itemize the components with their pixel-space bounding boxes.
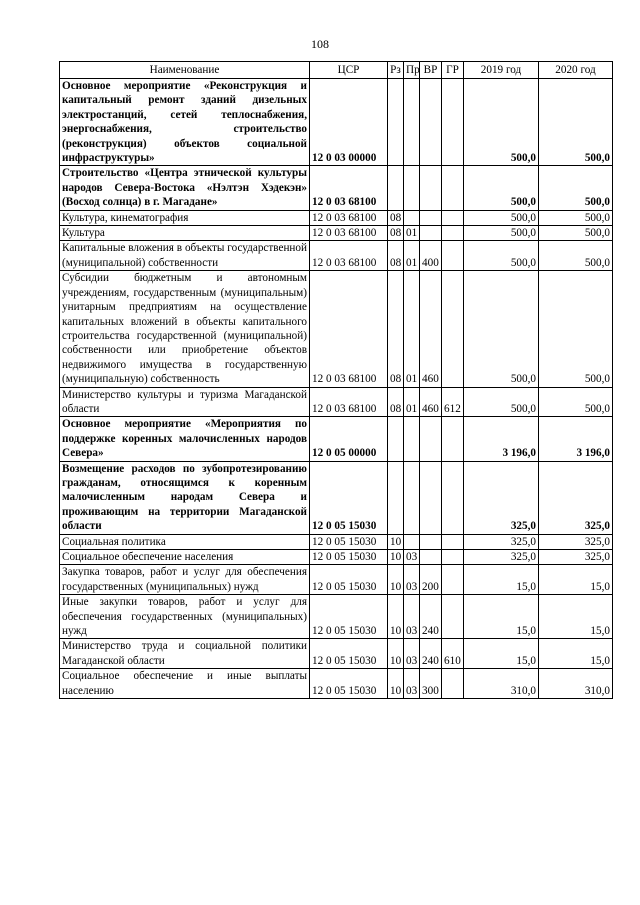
cell-csr: 12 0 05 15030 xyxy=(310,461,388,534)
cell-pr: 03 xyxy=(404,595,420,639)
table-row xyxy=(60,595,613,639)
cell-rz: 08 xyxy=(388,241,404,271)
cell-name: Иные закупки товаров, работ и услуг для обеспечения государственных (муниципальных) нужд xyxy=(60,595,310,639)
cell-name: Строительство «Центра этнической культуры народов Севера-Востока «Нэлтэн Хэдекэн» (Восход солнца) в г. Магадане» xyxy=(60,166,310,210)
cell-pr: 03 xyxy=(404,565,420,595)
cell-vr: 240 xyxy=(420,595,442,639)
table-row xyxy=(60,226,613,241)
cell-2019: 500,0 xyxy=(464,79,539,166)
cell-vr xyxy=(420,79,442,166)
cell-vr: 300 xyxy=(420,669,442,699)
cell-2020: 3 196,0 xyxy=(539,417,613,461)
cell-rz xyxy=(388,461,404,534)
cell-name: Субсидии бюджетным и автономным учреждениям, государственным (муниципальным) унитарным предприятиям на осуществление капитальных вложений в объекты капитального строительства государственной (муниципальной) собственности или приобретение объектов недвижимого имущества в государственную (муниципальную) собственность xyxy=(60,271,310,387)
cell-2020: 310,0 xyxy=(539,669,613,699)
cell-rz: 08 xyxy=(388,271,404,387)
cell-2020: 325,0 xyxy=(539,550,613,565)
cell-gr xyxy=(442,241,464,271)
cell-pr: 01 xyxy=(404,241,420,271)
header-gr: ГР xyxy=(442,62,464,79)
table-row xyxy=(60,565,613,595)
cell-2019: 325,0 xyxy=(464,461,539,534)
header-rz: Рз xyxy=(388,62,404,79)
table-row xyxy=(60,210,613,225)
cell-gr xyxy=(442,210,464,225)
cell-vr: 200 xyxy=(420,565,442,595)
cell-name: Капитальные вложения в объекты государственной (муниципальной) собственности xyxy=(60,241,310,271)
cell-2019: 500,0 xyxy=(464,226,539,241)
cell-rz xyxy=(388,166,404,210)
table-row xyxy=(60,417,613,461)
cell-2019: 15,0 xyxy=(464,565,539,595)
cell-pr xyxy=(404,166,420,210)
cell-vr xyxy=(420,166,442,210)
cell-2019: 325,0 xyxy=(464,550,539,565)
cell-2019: 500,0 xyxy=(464,166,539,210)
cell-gr xyxy=(442,79,464,166)
cell-pr xyxy=(404,417,420,461)
cell-rz: 10 xyxy=(388,595,404,639)
table-row xyxy=(60,669,613,699)
cell-vr: 400 xyxy=(420,241,442,271)
cell-gr: 612 xyxy=(442,387,464,417)
cell-csr: 12 0 05 15030 xyxy=(310,595,388,639)
cell-2020: 325,0 xyxy=(539,534,613,549)
cell-name: Культура, кинематография xyxy=(60,210,310,225)
cell-gr xyxy=(442,534,464,549)
table-body xyxy=(60,79,613,699)
cell-name: Основное мероприятие «Мероприятия по поддержке коренных малочисленных народов Севера» xyxy=(60,417,310,461)
cell-vr xyxy=(420,534,442,549)
cell-2020: 15,0 xyxy=(539,639,613,669)
cell-pr xyxy=(404,210,420,225)
cell-2019: 15,0 xyxy=(464,595,539,639)
cell-rz xyxy=(388,417,404,461)
cell-gr: 610 xyxy=(442,639,464,669)
cell-gr xyxy=(442,595,464,639)
cell-name: Возмещение расходов по зубопротезированию гражданам, относящимся к коренным малочисленным народам Севера и проживающим на территории Магаданской области xyxy=(60,461,310,534)
cell-csr: 12 0 05 15030 xyxy=(310,534,388,549)
cell-gr xyxy=(442,550,464,565)
cell-name: Социальное обеспечение и иные выплаты населению xyxy=(60,669,310,699)
cell-vr xyxy=(420,417,442,461)
cell-csr: 12 0 05 15030 xyxy=(310,565,388,595)
header-pr: Пр xyxy=(404,62,420,79)
cell-rz: 10 xyxy=(388,565,404,595)
header-csr: ЦСР xyxy=(310,62,388,79)
table-row xyxy=(60,241,613,271)
table-row xyxy=(60,166,613,210)
table-row xyxy=(60,461,613,534)
cell-2020: 500,0 xyxy=(539,166,613,210)
cell-csr: 12 0 03 68100 xyxy=(310,226,388,241)
cell-2020: 15,0 xyxy=(539,595,613,639)
cell-2019: 15,0 xyxy=(464,639,539,669)
cell-2020: 500,0 xyxy=(539,387,613,417)
header-name: Наименование xyxy=(60,62,310,79)
cell-vr xyxy=(420,550,442,565)
cell-rz xyxy=(388,79,404,166)
cell-2019: 3 196,0 xyxy=(464,417,539,461)
cell-csr: 12 0 05 15030 xyxy=(310,669,388,699)
cell-vr xyxy=(420,210,442,225)
table-header xyxy=(60,62,613,79)
budget-table xyxy=(59,61,613,699)
cell-name: Закупка товаров, работ и услуг для обеспечения государственных (муниципальных) нужд xyxy=(60,565,310,595)
cell-gr xyxy=(442,417,464,461)
cell-pr: 03 xyxy=(404,669,420,699)
cell-2019: 500,0 xyxy=(464,210,539,225)
cell-csr: 12 0 05 15030 xyxy=(310,639,388,669)
cell-rz: 10 xyxy=(388,639,404,669)
cell-name: Министерство труда и социальной политики Магаданской области xyxy=(60,639,310,669)
cell-csr: 12 0 03 68100 xyxy=(310,166,388,210)
cell-name: Министерство культуры и туризма Магаданской области xyxy=(60,387,310,417)
cell-vr xyxy=(420,461,442,534)
cell-csr: 12 0 03 68100 xyxy=(310,271,388,387)
cell-csr: 12 0 05 00000 xyxy=(310,417,388,461)
header-2019: 2019 год xyxy=(464,62,539,79)
cell-pr: 03 xyxy=(404,639,420,669)
cell-rz: 08 xyxy=(388,210,404,225)
cell-2020: 325,0 xyxy=(539,461,613,534)
cell-2019: 500,0 xyxy=(464,241,539,271)
cell-pr: 01 xyxy=(404,271,420,387)
cell-rz: 10 xyxy=(388,550,404,565)
table-row xyxy=(60,534,613,549)
cell-2020: 500,0 xyxy=(539,79,613,166)
cell-2019: 500,0 xyxy=(464,271,539,387)
cell-gr xyxy=(442,669,464,699)
header-row xyxy=(60,62,613,79)
cell-vr: 460 xyxy=(420,271,442,387)
cell-rz: 10 xyxy=(388,669,404,699)
cell-gr xyxy=(442,226,464,241)
cell-name: Социальное обеспечение населения xyxy=(60,550,310,565)
cell-name: Основное мероприятие «Реконструкция и капитальный ремонт зданий дизельных электростанций, сетей теплоснабжения, энергоснабжения, строительство (реконструкция) объектов социальной инфраструктуры» xyxy=(60,79,310,166)
cell-gr xyxy=(442,166,464,210)
cell-gr xyxy=(442,461,464,534)
page-number: 108 xyxy=(311,37,329,51)
cell-name: Культура xyxy=(60,226,310,241)
cell-2019: 500,0 xyxy=(464,387,539,417)
cell-pr: 01 xyxy=(404,226,420,241)
cell-csr: 12 0 05 15030 xyxy=(310,550,388,565)
table-row xyxy=(60,387,613,417)
header-vr: ВР xyxy=(420,62,442,79)
cell-2020: 500,0 xyxy=(539,241,613,271)
cell-rz: 08 xyxy=(388,226,404,241)
cell-vr: 240 xyxy=(420,639,442,669)
cell-rz: 10 xyxy=(388,534,404,549)
cell-2020: 500,0 xyxy=(539,210,613,225)
cell-2020: 500,0 xyxy=(539,226,613,241)
cell-csr: 12 0 03 68100 xyxy=(310,387,388,417)
table-row xyxy=(60,271,613,387)
cell-pr: 03 xyxy=(404,550,420,565)
cell-2019: 325,0 xyxy=(464,534,539,549)
cell-pr: 01 xyxy=(404,387,420,417)
cell-2019: 310,0 xyxy=(464,669,539,699)
cell-name: Социальная политика xyxy=(60,534,310,549)
cell-gr xyxy=(442,565,464,595)
cell-pr xyxy=(404,534,420,549)
cell-pr xyxy=(404,461,420,534)
table-row xyxy=(60,550,613,565)
cell-vr: 460 xyxy=(420,387,442,417)
cell-csr: 12 0 03 68100 xyxy=(310,210,388,225)
cell-vr xyxy=(420,226,442,241)
header-2020: 2020 год xyxy=(539,62,613,79)
cell-gr xyxy=(442,271,464,387)
table-row xyxy=(60,639,613,669)
cell-csr: 12 0 03 68100 xyxy=(310,241,388,271)
cell-csr: 12 0 03 00000 xyxy=(310,79,388,166)
cell-2020: 15,0 xyxy=(539,565,613,595)
cell-2020: 500,0 xyxy=(539,271,613,387)
table-row xyxy=(60,79,613,166)
cell-rz: 08 xyxy=(388,387,404,417)
cell-pr xyxy=(404,79,420,166)
